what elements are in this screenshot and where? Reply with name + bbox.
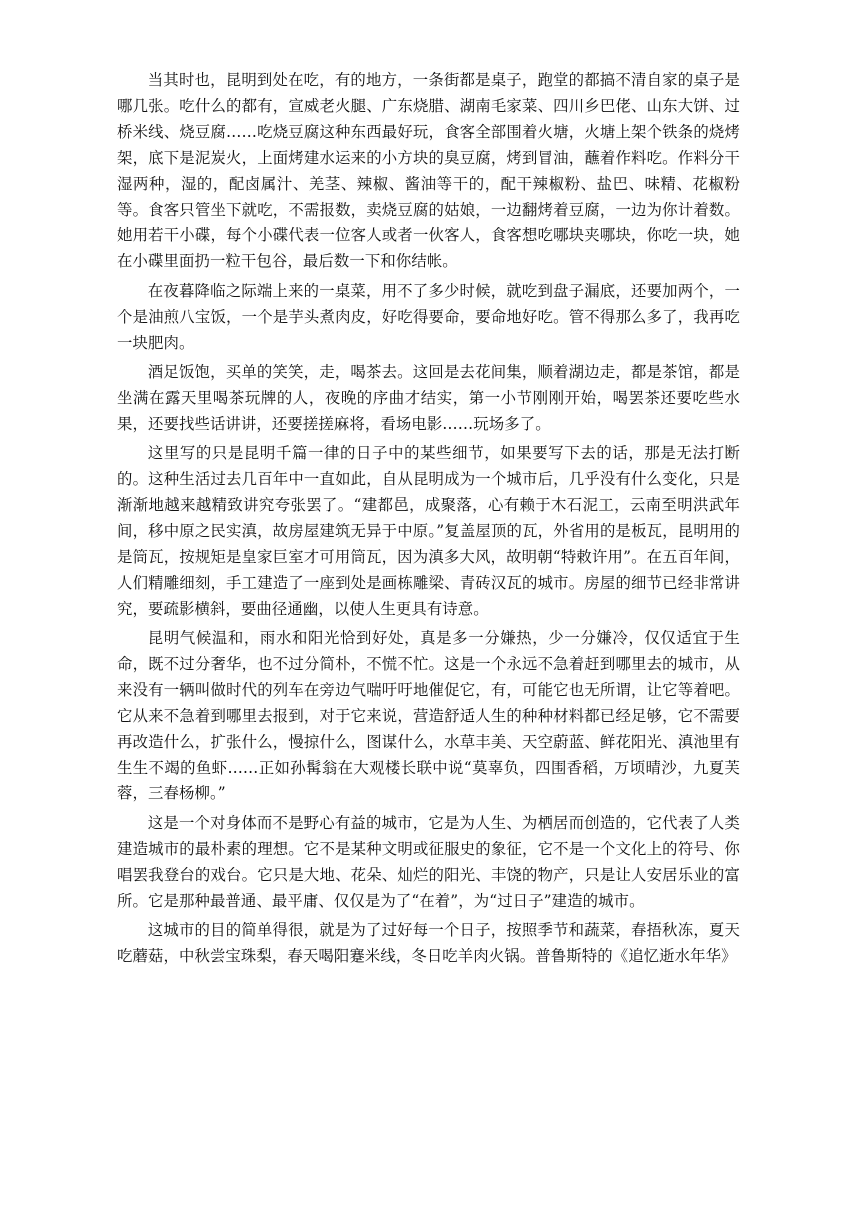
paragraph-2: 在夜暮降临之际端上来的一桌菜，用不了多少时候，就吃到盘子漏底，还要加两个，一个是油煎八宝饭，一个是芋头煮肉皮，好吃得要命，要命地好吃。管不得那么多了，我再吃一块肥肉。: [117, 281, 740, 352]
paragraph-4: 这里写的只是昆明千篇一律的日子中的某些细节，如果要写下去的话，那是无法打断的。这种生活过去几百年中一直如此，自从昆明成为一个城市后，几乎没有什么变化，只是渐渐地越来越精致讲究夸张罢了。“建都邑，成聚落，心有赖于木石泥工，云南至明洪武年间，移中原之民实滇，故房屋建筑无异于中原。”复盖屋顶的瓦，外省用的是板瓦，昆明用的是筒瓦，按规矩是皇家巨室才可用筒瓦，因为滇多大风，故明朝“特敕许用”。在五百年间，人们精雕细刻，手工建造了一座到处是画栋雕梁、青砖汉瓦的城市。房屋的细节已经非常讲究，要疏影横斜，要曲径通幽，以使人生更具有诗意。: [117, 444, 740, 618]
document-page: [117, 68, 740, 970]
paragraph-7: 这城市的目的简单得很，就是为了过好每一个日子，按照季节和蔬菜，春捂秋冻，夏天吃蘑菇，中秋尝宝珠梨，春天喝阳蹇米线，冬日吃羊肉火锅。普鲁斯特的《追忆逝水年华》: [117, 921, 740, 965]
paragraph-3: 酒足饭饱，买单的笑笑，走，喝茶去。这回是去花间集，顺着湖边走，都是茶馆，都是坐满在露天里喝茶玩牌的人，夜晚的序曲才结实，第一小节刚刚开始，喝罢茶还要吃些水果，还要找些话讲讲，还要搓搓麻将，看场电影……玩场多了。: [117, 362, 740, 433]
paragraph-5: 昆明气候温和，雨水和阳光恰到好处，真是多一分嫌热，少一分嫌冷，仅仅适宜于生命，既不过分奢华，也不过分简朴，不慌不忙。这是一个永远不急着赶到哪里去的城市，从来没有一辆叫做时代的列车在旁边气喘吁吁地催促它，有，可能它也无所谓，让它等着吧。它从来不急着到哪里去报到，对于它来说，营造舒适人生的种种材料都已经足够，它不需要再改造什么，扩张什么，慢掠什么，图谋什么，水草丰美、天空蔚蓝、鲜花阳光、滇池里有生生不竭的鱼虾……正如孙髯翁在大观楼长联中说“莫辜负，四围香稻，万顷晴沙，九夏芙蓉，三春杨柳。”: [117, 629, 740, 803]
paragraph-1: 当其时也，昆明到处在吃，有的地方，一条街都是桌子，跑堂的都搞不清自家的桌子是哪几张。吃什么的都有，宣威老火腿、广东烧腊、湖南毛家菜、四川乡巴佬、山东大饼、过桥米线、烧豆腐……吃烧豆腐这种东西最好玩，食客全部围着火塘，火塘上架个铁条的烧烤架，底下是泥炭火，上面烤建水运来的小方块的臭豆腐，烤到冒油，蘸着作料吃。作料分干湿两种，湿的，配卤属汁、羌茎、辣椒、酱油等干的，配干辣椒粉、盐巴、味精、花椒粉等。食客只管坐下就吃，不需报数，卖烧豆腐的姑娘，一边翻烤着豆腐，一边为你计着数。她用若干小碟，每个小碟代表一位客人或者一伙客人，食客想吃哪块夹哪块，你吃一块，她在小碟里面扔一粒干包谷，最后数一下和你结帐。: [117, 71, 740, 271]
paragraph-6: 这是一个对身体而不是野心有益的城市，它是为人生、为栖居而创造的，它代表了人类建造城市的最朴素的理想。它不是某种文明或征服史的象征，它不是一个文化上的符号、你唱罢我登台的戏台。它只是大地、花朵、灿烂的阳光、丰饶的物产，只是让人安居乐业的富所。它是那种最普通、最平庸、仅仅是为了“在着”，为“过日子”建造的城市。: [117, 813, 740, 910]
